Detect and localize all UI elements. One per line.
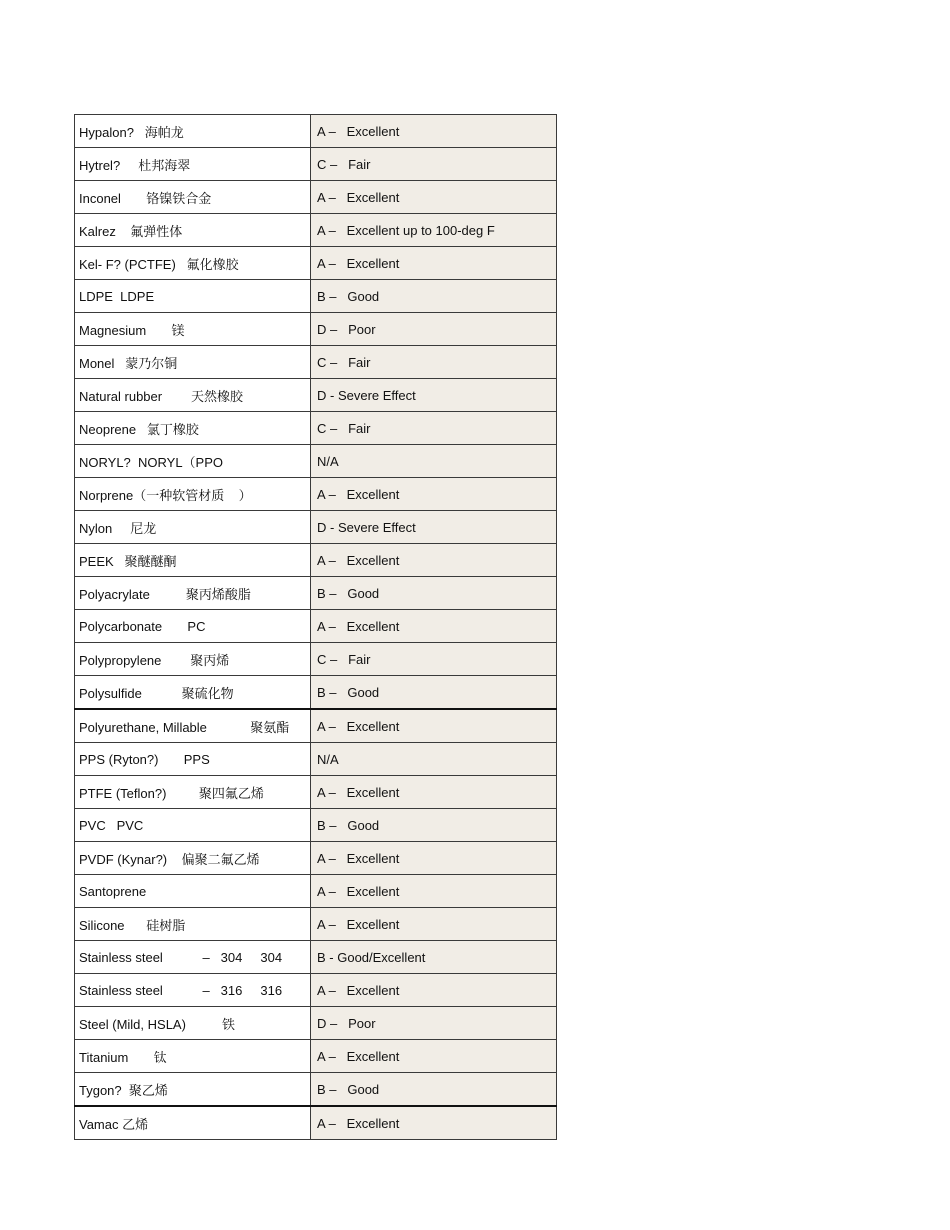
table-row (75, 676, 557, 710)
rating-cell: A – Excellent (311, 1040, 557, 1073)
rating-cell: C – Fair (311, 412, 557, 445)
rating-cell: A – Excellent up to 100-deg F (311, 214, 557, 247)
material-cell: NORYL? NORYL（PPO (75, 445, 311, 478)
rating-cell: A – Excellent (311, 908, 557, 941)
table-row (75, 181, 557, 214)
table-row (75, 1007, 557, 1040)
table-row (75, 346, 557, 379)
rating-cell: B – Good (311, 577, 557, 610)
rating-cell: C – Fair (311, 643, 557, 676)
rating-cell: A – Excellent (311, 610, 557, 643)
table-row (75, 214, 557, 247)
material-cell: Hytrel? 杜邦海翠 (75, 148, 311, 181)
table-row (75, 280, 557, 313)
rating-cell: B - Good/Excellent (311, 941, 557, 974)
table-row (75, 842, 557, 875)
material-cell: Stainless steel – 304 304 (75, 941, 311, 974)
table-row (75, 875, 557, 908)
material-cell: PEEK 聚醚醚酮 (75, 544, 311, 577)
table-row (75, 1106, 557, 1140)
rating-cell: A – Excellent (311, 776, 557, 809)
table-row (75, 776, 557, 809)
table-row (75, 478, 557, 511)
rating-cell: N/A (311, 445, 557, 478)
material-cell: PTFE (Teflon?) 聚四氟乙烯 (75, 776, 311, 809)
table-row (75, 247, 557, 280)
material-cell: Polyurethane, Millable 聚氨酯 (75, 709, 311, 743)
table-row (75, 610, 557, 643)
rating-cell: B – Good (311, 809, 557, 842)
rating-cell: D – Poor (311, 1007, 557, 1040)
material-cell: Inconel 铬镍铁合金 (75, 181, 311, 214)
material-cell: Hypalon? 海帕龙 (75, 115, 311, 148)
material-cell: PPS (Ryton?) PPS (75, 743, 311, 776)
rating-cell: D - Severe Effect (311, 511, 557, 544)
material-cell: Kalrez 氟弹性体 (75, 214, 311, 247)
table-row (75, 974, 557, 1007)
compatibility-table (74, 114, 557, 1140)
table-row (75, 643, 557, 676)
material-cell: Polypropylene 聚丙烯 (75, 643, 311, 676)
material-cell: Steel (Mild, HSLA) 铁 (75, 1007, 311, 1040)
table-row (75, 148, 557, 181)
table-row (75, 511, 557, 544)
material-cell: Silicone 硅树脂 (75, 908, 311, 941)
table-body (75, 115, 557, 1140)
material-cell: Natural rubber 天然橡胶 (75, 379, 311, 412)
material-cell: PVC PVC (75, 809, 311, 842)
table-row (75, 908, 557, 941)
rating-cell: A – Excellent (311, 875, 557, 908)
rating-cell: D - Severe Effect (311, 379, 557, 412)
table-row (75, 445, 557, 478)
rating-cell: N/A (311, 743, 557, 776)
material-cell: Magnesium 镁 (75, 313, 311, 346)
rating-cell: B – Good (311, 676, 557, 710)
material-cell: Kel- F? (PCTFE) 氟化橡胶 (75, 247, 311, 280)
material-cell: Vamac 乙烯 (75, 1106, 311, 1140)
material-cell: Nylon 尼龙 (75, 511, 311, 544)
rating-cell: D – Poor (311, 313, 557, 346)
table-row (75, 809, 557, 842)
material-cell: Norprene（一种软管材质 ） (75, 478, 311, 511)
material-cell: Neoprene 氯丁橡胶 (75, 412, 311, 445)
material-cell: Monel 蒙乃尔铜 (75, 346, 311, 379)
table-row (75, 1073, 557, 1107)
material-cell: PVDF (Kynar?) 偏聚二氟乙烯 (75, 842, 311, 875)
rating-cell: A – Excellent (311, 247, 557, 280)
table-row (75, 941, 557, 974)
material-cell: LDPE LDPE (75, 280, 311, 313)
table-row (75, 577, 557, 610)
rating-cell: C – Fair (311, 346, 557, 379)
table-row (75, 743, 557, 776)
material-cell: Santoprene (75, 875, 311, 908)
rating-cell: A – Excellent (311, 709, 557, 743)
material-cell: Tygon? 聚乙烯 (75, 1073, 311, 1107)
rating-cell: A – Excellent (311, 1106, 557, 1140)
rating-cell: A – Excellent (311, 115, 557, 148)
rating-cell: A – Excellent (311, 842, 557, 875)
table-row (75, 412, 557, 445)
rating-cell: C – Fair (311, 148, 557, 181)
rating-cell: A – Excellent (311, 478, 557, 511)
rating-cell: A – Excellent (311, 181, 557, 214)
material-cell: Stainless steel – 316 316 (75, 974, 311, 1007)
rating-cell: A – Excellent (311, 974, 557, 1007)
table-row (75, 544, 557, 577)
rating-cell: B – Good (311, 1073, 557, 1107)
rating-cell: B – Good (311, 280, 557, 313)
table-row (75, 1040, 557, 1073)
table-row (75, 115, 557, 148)
rating-cell: A – Excellent (311, 544, 557, 577)
material-cell: Polysulfide 聚硫化物 (75, 676, 311, 710)
table-row (75, 709, 557, 743)
material-cell: Titanium 钛 (75, 1040, 311, 1073)
material-cell: Polyacrylate 聚丙烯酸脂 (75, 577, 311, 610)
material-cell: Polycarbonate PC (75, 610, 311, 643)
table-row (75, 379, 557, 412)
table-row (75, 313, 557, 346)
